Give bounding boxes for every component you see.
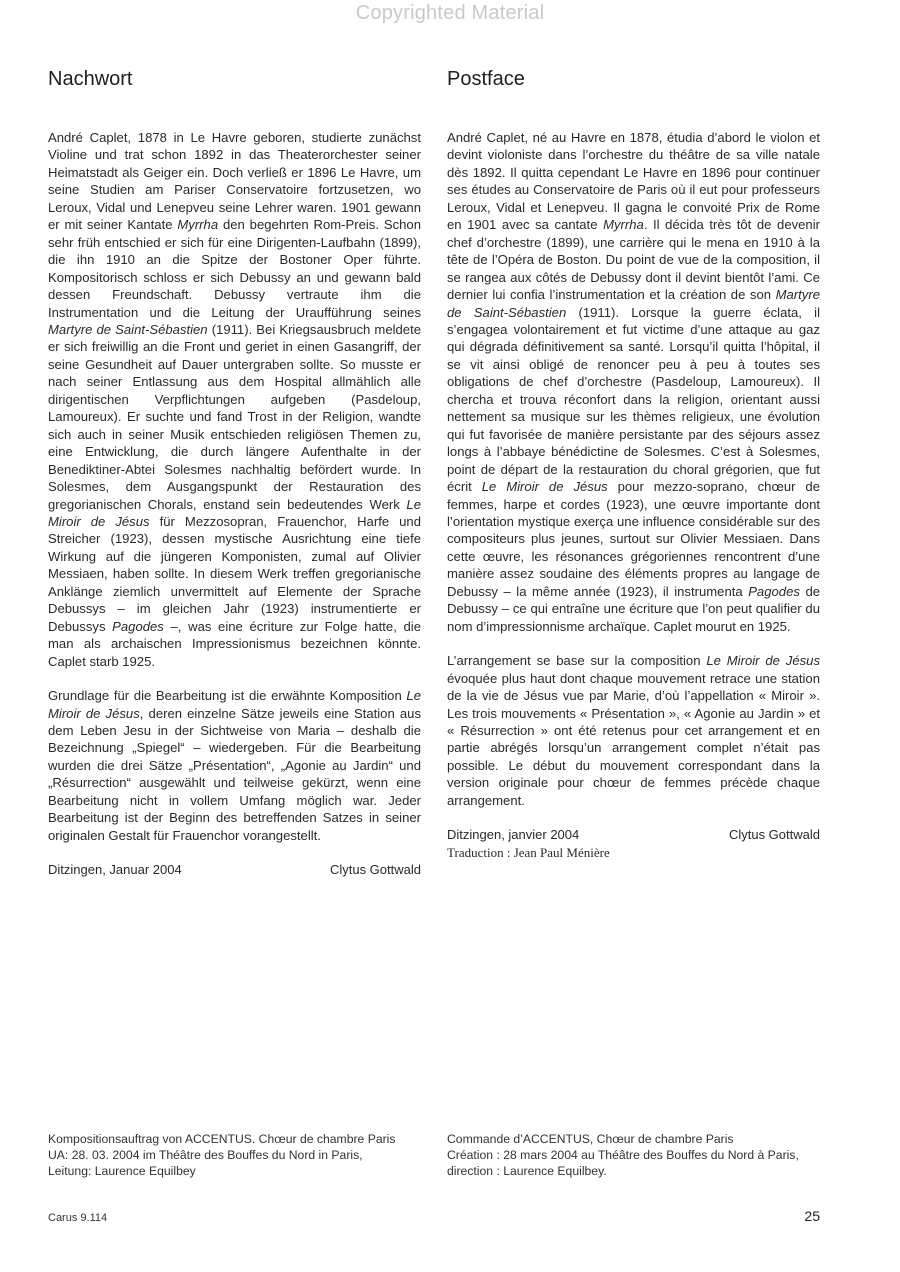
footnote-line: Commande d’ACCENTUS, Chœur de chambre Paris <box>447 1132 734 1146</box>
text-run: évoquée plus haut dont chaque mouvement retrace une station de la vie de Jésus vue par Marie, d’où l’appellation « Miroir ». Les trois mouvements « Présentation », « Agonie au Jardin » et « Résurrection » ont été retenus pour cet arrangement et en partie abrégés lorsqu’un arrangement complet n’était pas possible. Le début du mouvement correspondant dans la version originale pour chœur de femmes précède chaque arrangement. <box>447 670 820 808</box>
copyright-watermark: Copyrighted Material <box>355 2 545 24</box>
nachwort-title: Nachwort <box>48 68 133 90</box>
footnote-line: direction : Laurence Equilbey. <box>447 1164 607 1178</box>
nachwort-column <box>48 68 421 879</box>
nachwort-body <box>48 129 421 879</box>
footnote-line: Kompositionsauftrag von ACCENTUS. Chœur de chambre Paris <box>48 1132 396 1146</box>
postface-signature <box>447 826 820 844</box>
footnote-line: Leitung: Laurence Equilbey <box>48 1164 196 1178</box>
footnote-line: Création : 28 mars 2004 au Théâtre des Bouffes du Nord à Paris, <box>447 1148 799 1162</box>
text-run: L’arrangement se base sur la composition <box>447 653 707 669</box>
page-number: 25 <box>804 1208 820 1224</box>
text-run: André Caplet, 1878 in Le Havre geboren, studierte zunächst Violine und trat schon 1892 in das Theaterorchester seiner Heimatstadt als Geiger ein. Doch verließ er 1896 Le Havre, um seine Studien am Pariser Conservatoire fortzusetzen, wo Leroux, Vidal und Lenepveu seine Lehrer waren. 1901 gewann er mit seiner Kantate <box>48 130 421 233</box>
translator-credit: Traduction : Jean Paul Ménière <box>447 844 610 860</box>
postface-paragraph-2 <box>447 652 820 809</box>
postface-column <box>447 68 820 861</box>
work-title-miroir: Le Miroir de Jésus <box>481 479 608 495</box>
work-title-miroir: Le Miroir de Jésus <box>48 496 421 529</box>
postface-paragraph-1 <box>447 129 820 635</box>
author-name: Clytus Gottwald <box>728 827 820 843</box>
text-run: –, was eine écriture zur Folge hatte, die man als archaischen Impressionismus bezeichnen könnte. Caplet starb 1925. <box>48 618 421 669</box>
work-title-martyre: Martyre de Saint-Sébastien <box>48 321 208 337</box>
footnote-line: UA: 28. 03. 2004 im Théâtre des Bouffes du Nord in Paris, <box>48 1148 363 1162</box>
text-run: für Mezzosopran, Frauenchor, Harfe und Streicher (1923), dessen mystische Ausrichtung eine tiefe Wirkung auf die jüngeren Komponisten, zumal auf Olivier Messiaen, haben sollte. In diesem Werk treffen gregorianische Anklänge ziemlich unvermittelt auf Elemente der Sprache Debussys – im gleichen Jahr (1923) instrumentierte er Debussys <box>48 513 422 634</box>
text-run: , deren einzelne Sätze jeweils eine Station aus dem Leben Jesu in der Sichtweise von Maria – deshalb die Bezeichnung „Spiegel“ – wiedergeben. Für die Bearbeitung wurden die drei Sätze „Présentation“, „Agonie au Jardin“ und „Résurrection“ ausgewählt und teilweise gekürzt, wenn eine Bearbeitung nicht in vollem Umfang möglich war. Jeder Bearbeitung ist der Beginn des betreffenden Satzes in seiner originalen Gestalt für Frauenchor vorangestellt. <box>48 705 421 843</box>
text-run: (1911). Lorsque la guerre éclata, il s’engagea volontairement et fut victime d’une attaque au gaz qui dégrada définitivement sa santé. Lorsqu’il quitta l’hôpital, il se vit ainsi obligé de renoncer peu à peu à toutes ses obligations de chef d’orchestre (Pasdeloup, Lamoureux). Il chercha et trouva réconfort dans la religion, orientant aussi nettement sa musique sur les thèmes religieux, une évolution qui fut favorisée de manière persistante par des séjours assez longs à l’abbaye bénédictine de Solesmes. C’est à Solesmes, point de départ de la restauration du choral grégorien, que fut écrit <box>447 304 820 495</box>
nachwort-signature <box>48 861 421 879</box>
commission-note-french <box>447 1131 825 1179</box>
catalog-number: Carus 9.114 <box>48 1212 108 1224</box>
text-run: . Il décida très tôt de devenir chef d’orchestre (1899), une carrière qui le mena en 1910 à la tête de l’Opéra de Boston. Du point de vue de la composition, il se rangea aux côtés de Debussy dont il devint bientôt l’ami. Ce dernier lui confia l’instrumentation et la création de son <box>447 217 820 303</box>
text-run: André Caplet, né au Havre en 1878, étudia d’abord le violon et devint violoniste dans l’orchestre du théâtre de sa ville natale dès 1892. Il quitta cependant Le Havre en 1896 pour continuer ses études au Conservatoire de Paris où il eut pour professeurs Leroux, Vidal et Lenepveu. Il gagna le convoité Prix de Rome en 1901 avec sa cantate <box>447 130 820 233</box>
place-date: Ditzingen, Januar 2004 <box>48 862 182 878</box>
commission-note-german <box>48 1131 426 1179</box>
work-title-myrrha: Myrrha <box>177 217 219 233</box>
text-run: pour mezzo-soprano, chœur de femmes, harpe et cordes (1923), une œuvre importante dont l’orientation mystique exerça une influence considérable sur des compositeurs plus jeunes, surtout sur Olivier Messiaen. Dans cette œuvre, les résonances grégoriennes rencontrent d’une manière assez soudaine des éléments propres au langage de Debussy – la même année (1923), il instrumenta <box>447 479 820 599</box>
work-title-miroir: Le Miroir de Jésus <box>706 653 820 669</box>
work-title-pagodes: Pagodes <box>748 583 800 599</box>
text-run: den begehrten Rom-Preis. Schon sehr früh entschied er sich für eine Dirigenten-Laufbahn (1899), die ihn 1910 an die Spitze der Bostoner Oper führte. Kompositorisch schloss er sich Debussy an und gewann bald dessen Freundschaft. Debussy vertraute ihm die Instrumentation und die Leitung der Uraufführung seines <box>48 217 421 320</box>
postface-body <box>447 129 820 861</box>
text-run: (1911). Bei Kriegsausbruch meldete er sich freiwillig an die Front und geriet in einen Gasangriff, der seine Gesundheit auf Dauer untergraben sollte. So musste er nach seiner Entlassung aus dem Hospital allmählich alle dirigentischen Verpflichtungen aufgeben (Pasdeloup, Lamoureux). Er suchte und fand Trost in der Religion, wandte sich auch in seiner Musik entschieden religiösen Themen zu, eine Entwicklung, die durch längere Aufenthalte in der Benediktiner-Abtei Solesmes nachhaltig befördert wurde. In Solesmes, dem Ausgangspunkt der Restauration des gregorianischen Chorals, enstand sein bedeutendes Werk <box>48 321 421 512</box>
place-date: Ditzingen, janvier 2004 <box>447 827 580 843</box>
work-title-pagodes: Pagodes <box>112 618 164 634</box>
work-title-myrrha: Myrrha <box>603 217 644 233</box>
text-run: de Debussy – ce qui entraîne une écriture que l’on peut qualifier du nom d’impressionnisme archaïque. Caplet mourut en 1925. <box>447 583 821 634</box>
nachwort-paragraph-2 <box>48 687 421 844</box>
text-run: Grundlage für die Bearbeitung ist die erwähnte Komposition <box>48 688 407 704</box>
nachwort-paragraph-1 <box>48 129 421 670</box>
postface-title: Postface <box>447 68 525 90</box>
author-name: Clytus Gottwald <box>329 862 421 878</box>
work-title-miroir: Le Miroir de Jésus <box>48 688 421 721</box>
work-title-martyre: Martyre de Saint-Sébastien <box>447 287 820 320</box>
